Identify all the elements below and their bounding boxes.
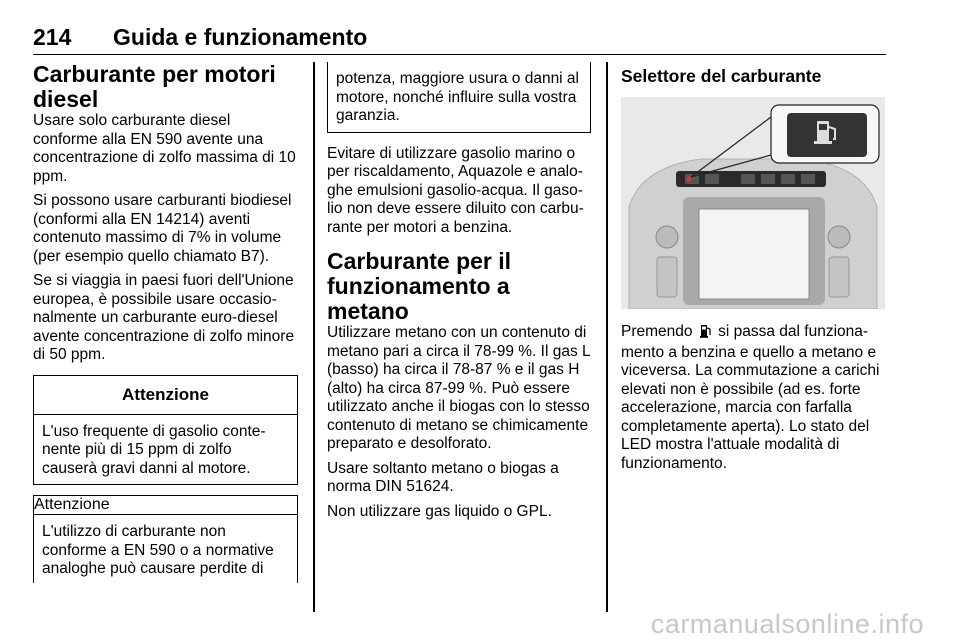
column-3 xyxy=(621,62,886,479)
paragraph: Si possono usare carburanti biodiesel (conformi alla EN 14214) aventi contenuto massimo di 7% in volume (per esempio quello chiamato B7). xyxy=(33,192,292,265)
fuel-selector-text xyxy=(621,323,886,473)
page-number: 214 xyxy=(33,24,72,50)
paragraph: Se si viaggia in paesi fuori dell'Unione europea, è possibile usare occasionalmente un carburante euro-diesel avente concentrazione di zolfo minore di 50 ppm. xyxy=(33,272,295,363)
warning-box xyxy=(33,375,298,486)
paragraph: Usare soltanto metano o biogas a norma DIN 51624. xyxy=(327,459,559,495)
watermark: carmanualsonline.info xyxy=(650,609,924,639)
warning-box xyxy=(33,495,298,583)
paragraph: Usare solo carburante diesel conforme alla EN 590 avente una concentrazione di zolfo massima di 10 ppm. xyxy=(33,112,296,185)
warning-text: L'utilizzo di carburante non conforme a EN 590 o a normative analoghe può causare perdite di xyxy=(42,523,274,577)
page-header xyxy=(33,22,886,55)
section-title: Guida e funzionamento xyxy=(113,24,368,50)
column-2 xyxy=(327,62,591,527)
fuel-selector-heading: Selettore del carburante xyxy=(621,66,822,86)
diesel-heading: Carburante per motori diesel xyxy=(33,61,276,112)
column-divider xyxy=(606,62,608,612)
paragraph: Utilizzare metano con un contenuto di metano pari a circa il 78-99 %. Il gas L (basso) ha circa il 78-87 % e il gas H (alto) ha circa 87-99 %. Può essere utilizzato anche il biogas con lo stesso contenuto di metano se chimicamente preparato e desolforato. xyxy=(327,324,591,452)
warning-box-continued: potenza, maggiore usura o danni al motore, nonché influire sulla vostra garanzia. xyxy=(327,62,591,133)
dashboard-illustration xyxy=(621,97,885,309)
paragraph: Evitare di utilizzare gasolio marino o per riscaldamento, Aquazole e analoghe emulsioni gasolio-acqua. Il gasolio non deve essere diluito con carburante per motori a benzina. xyxy=(327,144,584,236)
dashboard-figure xyxy=(621,97,885,309)
warning-text: L'uso frequente di gasolio contenente più di 15 ppm di zolfo causerà gravi danni al motore. xyxy=(42,422,266,477)
warning-title: Attenzione xyxy=(34,376,297,415)
column-divider xyxy=(313,62,315,612)
fuel-selector-text-rest: si passa dal funzionamento a benzina e quello a metano e viceversa. La commutazione a carichi elevati non è possibile (ad es. forte accelerazione, marcia con farfalla completamente aperta). Lo stato del LED mostra l'attuale modalità di funzionamento. xyxy=(621,323,880,472)
column-1 xyxy=(33,62,298,583)
methane-heading: Carburante per il funzionamento a metano xyxy=(327,248,512,324)
fuel-pump-icon xyxy=(700,324,711,344)
paragraph: Non utilizzare gas liquido o GPL. xyxy=(327,502,552,520)
warning-title: Attenzione xyxy=(34,496,297,515)
fuel-selector-text-start: Premendo xyxy=(621,323,693,340)
